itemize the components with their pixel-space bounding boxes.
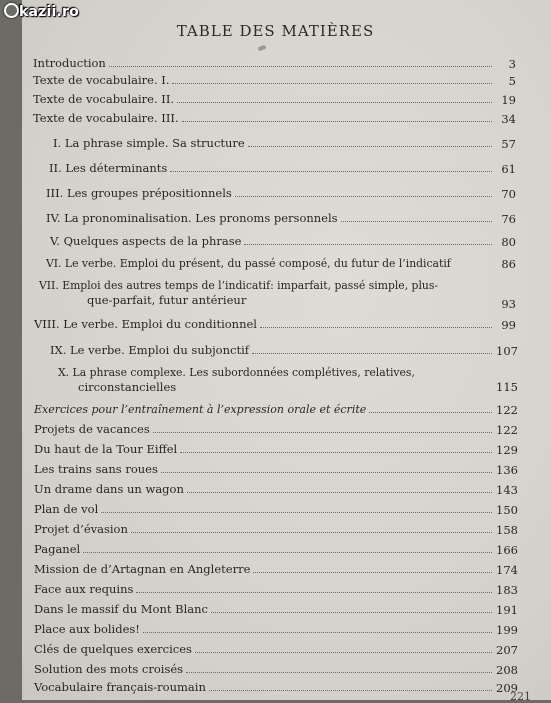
toc-entry: [49, 162, 495, 175]
toc-entry-page: 158: [496, 523, 518, 537]
toc-entry-page: 166: [496, 543, 518, 557]
toc-entry-label-line: VII. Emploi des autres temps de l’indicatif: imparfait, passé simple, plus-: [39, 279, 439, 292]
dot-leader: [172, 83, 492, 84]
toc-entry-page: 122: [496, 403, 518, 417]
toc-entry: [34, 603, 495, 616]
toc-entry-label-line: que-parfait, futur antérieur: [87, 293, 247, 307]
dot-leader: [131, 532, 492, 533]
dot-leader: [209, 690, 492, 691]
toc-entry-label: IX. Le verbe. Emploi du subjonctif: [50, 343, 249, 357]
toc-entry: [34, 443, 495, 456]
toc-entry-page: 136: [496, 463, 518, 477]
toc-entry-label-line: circonstancielles: [78, 380, 177, 394]
toc-entry-leader-row: [90, 298, 495, 311]
dot-leader: [153, 432, 492, 433]
dot-leader: [253, 572, 492, 573]
toc-entry: [33, 74, 495, 87]
toc-entry: [34, 643, 495, 656]
toc-entry: [33, 112, 495, 125]
toc-entry-page: 174: [496, 563, 518, 577]
dot-leader: [211, 612, 492, 613]
toc-entry: [50, 344, 495, 357]
toc-entry-label: Texte de vocabulaire. III.: [33, 111, 179, 125]
logo-circle-icon: [4, 3, 19, 18]
toc-entry-multiline: [58, 366, 498, 394]
dot-leader: [180, 452, 492, 453]
toc-entry-page: 208: [496, 663, 518, 677]
toc-entry: [34, 423, 495, 436]
dot-leader: [83, 552, 492, 553]
dot-leader: [244, 244, 492, 245]
toc-entry: [34, 463, 495, 476]
toc-entry-label: Texte de vocabulaire. I.: [33, 73, 170, 87]
toc-entry: [34, 623, 495, 636]
toc-entry-label: Face aux requins: [34, 582, 134, 596]
dot-leader: [177, 102, 492, 103]
dot-leader: [195, 652, 492, 653]
toc-entry-label: Mission de d’Artagnan en Angleterre: [34, 562, 251, 576]
toc-entry: [34, 681, 495, 694]
toc-entry-page: 93: [501, 297, 516, 311]
toc-entry-label: Clés de quelques exercices: [34, 642, 192, 656]
toc-entry-label: II. Les déterminants: [49, 161, 168, 175]
toc-entry-page: 209: [496, 681, 518, 695]
toc-entry-label: Vocabulaire français-roumain: [34, 680, 206, 694]
toc-entry-page: 107: [496, 344, 518, 358]
toc-entry: [46, 212, 495, 225]
toc-entry-page: 143: [496, 483, 518, 497]
toc-entry-label: IV. La pronominalisation. Les pronoms personnels: [46, 211, 338, 225]
toc-entry: [46, 187, 495, 200]
toc-entry-page: 19: [501, 93, 516, 107]
dot-leader: [248, 146, 492, 147]
toc-entry: [34, 483, 495, 496]
toc-entry-label: Projet d’évasion: [34, 522, 128, 536]
toc-entry: [34, 523, 495, 536]
dot-leader: [341, 221, 492, 222]
dot-leader: [369, 412, 492, 413]
toc-entry-page: 99: [501, 318, 516, 332]
page-title: TABLE DES MATIÈRES: [176, 22, 375, 40]
dot-leader: [182, 121, 492, 122]
toc-entry-label-line: X. La phrase complexe. Les subordonnées complétives, relatives,: [58, 366, 415, 379]
toc-entry-page: 129: [496, 443, 518, 457]
dot-leader: [235, 196, 492, 197]
dot-leader: [101, 512, 492, 513]
dot-leader: [187, 492, 492, 493]
toc-entry-label: Place aux bolides!: [34, 622, 140, 636]
site-logo[interactable]: [4, 3, 79, 21]
toc-entry-label: Exercices pour l’entraînement à l’expression orale et écrite: [34, 403, 367, 416]
dot-leader: [186, 672, 492, 673]
toc-entry-page: 80: [501, 235, 516, 249]
toc-entry: [33, 57, 495, 70]
toc-entry: [33, 93, 495, 106]
toc-entry-label: Paganel: [34, 542, 81, 556]
toc-entry-page: 115: [496, 380, 518, 394]
toc-entry-page: 3: [508, 57, 516, 71]
footer-page-number: 221: [510, 690, 531, 703]
toc-entry-page: 70: [501, 187, 516, 201]
toc-entry-page: 122: [496, 423, 518, 437]
dot-leader: [252, 353, 492, 354]
toc-entry-page: 34: [501, 112, 516, 126]
dot-leader: [170, 171, 492, 172]
dot-leader: [260, 327, 492, 328]
toc-entry-page: 199: [496, 623, 518, 637]
toc-entry: [34, 563, 495, 576]
toc-entry-page: 150: [496, 503, 518, 517]
toc-entry-label: Solution des mots croisés: [34, 662, 184, 676]
toc-entry: [34, 503, 495, 516]
dot-leader: [136, 592, 492, 593]
toc-entry-page: 86: [501, 257, 516, 271]
toc-entry-label: VI. Le verbe. Emploi du présent, du passé composé, du futur de l’indicatif: [46, 257, 451, 270]
toc-entry-page: 76: [501, 212, 516, 226]
toc-entry-page: 5: [508, 74, 516, 88]
toc-entry: [34, 318, 495, 331]
toc-entry-label: Texte de vocabulaire. II.: [33, 92, 175, 106]
dot-leader: [161, 472, 492, 473]
toc-entry-label: VIII. Le verbe. Emploi du conditionnel: [34, 317, 257, 331]
dot-leader: [143, 632, 492, 633]
toc-entry-label: Plan de vol: [34, 502, 99, 516]
toc-entry: [34, 583, 495, 596]
toc-entry-label: Un drame dans un wagon: [34, 482, 184, 496]
toc-entry-label: Du haut de la Tour Eiffel: [34, 442, 178, 456]
toc-entry-page: 61: [501, 162, 516, 176]
toc-entry-label: V. Quelques aspects de la phrase: [50, 234, 242, 248]
toc-entry-label: I. La phrase simple. Sa structure: [53, 136, 245, 150]
toc-entry-label: Les trains sans roues: [34, 462, 158, 476]
toc-entry-label: Dans le massif du Mont Blanc: [34, 602, 208, 616]
toc-entry: [46, 257, 486, 270]
toc-entry: [34, 543, 495, 556]
toc-entry-label: III. Les groupes prépositionnels: [46, 186, 232, 200]
dot-leader: [109, 66, 492, 67]
toc-entry: [50, 235, 495, 248]
toc-entry-page: 57: [501, 137, 516, 151]
logo-text: kazii.ro: [19, 4, 79, 20]
toc-entry-page: 183: [496, 583, 518, 597]
toc-entry: [34, 663, 495, 676]
toc-entry-page: 207: [496, 643, 518, 657]
toc-entry-page: 191: [496, 603, 518, 617]
toc-entry-label: Projets de vacances: [34, 422, 150, 436]
toc-entry-label: Introduction: [33, 56, 106, 70]
toc-entry: [53, 137, 495, 150]
toc-entry: [34, 403, 495, 416]
